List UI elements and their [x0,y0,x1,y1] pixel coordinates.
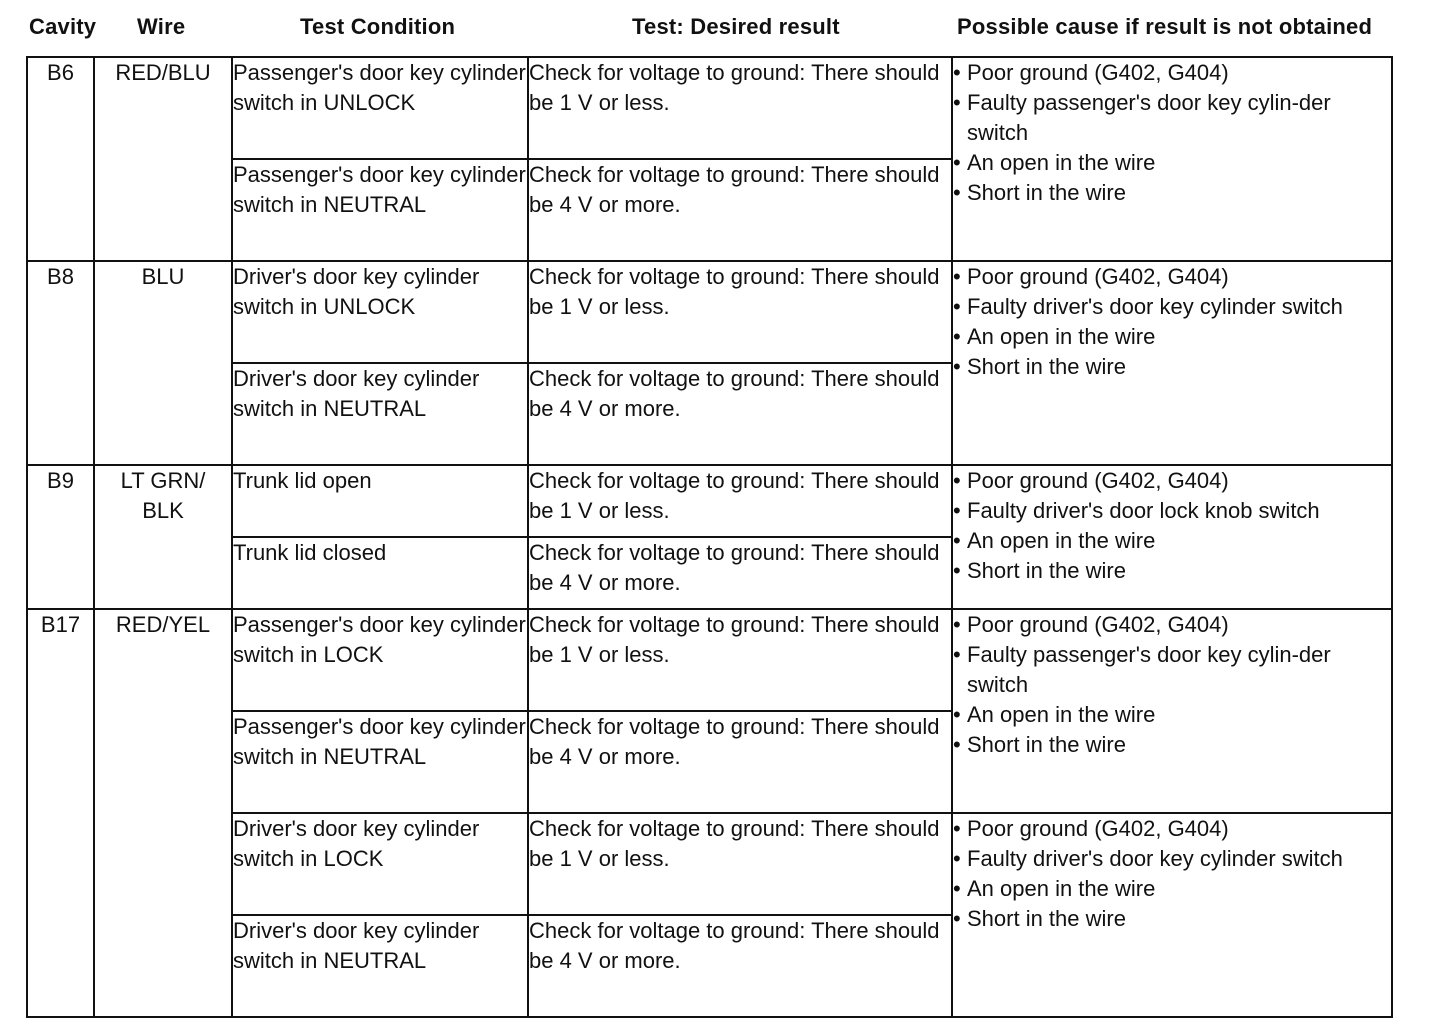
list-item: • Poor ground (G402, G404) [953,466,1391,496]
desired-result-cell: Check for voltage to ground: There should be 1 V or less. [528,261,952,363]
header-possible-cause: Possible cause if result is not obtained [957,14,1373,39]
wire-cell: BLU [94,261,232,465]
possible-cause-cell [952,57,1392,261]
list-item: • Short in the wire [953,352,1391,382]
list-item: • Poor ground (G402, G404) [953,262,1391,292]
desired-result-cell: Check for voltage to ground: There should be 1 V or less. [528,465,952,537]
header-desired-result: Test: Desired result [632,14,840,39]
test-table [26,56,1393,1018]
cavity-cell: B9 [27,465,94,609]
list-item: • An open in the wire [953,526,1391,556]
list-item: • An open in the wire [953,322,1391,352]
test-condition-cell: Passenger's door key cylinder switch in NEUTRAL [232,159,528,261]
wire-cell: RED/BLU [94,57,232,261]
desired-result-cell: Check for voltage to ground: There should be 4 V or more. [528,363,952,465]
cause-list [953,466,1391,586]
table-row [27,57,1392,159]
header-cavity: Cavity [29,14,97,39]
desired-result-cell: Check for voltage to ground: There should be 1 V or less. [528,609,952,711]
cause-list [953,610,1391,760]
test-condition-cell: Driver's door key cylinder switch in NEUTRAL [232,363,528,465]
test-condition-cell: Passenger's door key cylinder switch in UNLOCK [232,57,528,159]
possible-cause-cell [952,813,1392,1017]
list-item: • An open in the wire [953,874,1391,904]
desired-result-cell: Check for voltage to ground: There should be 4 V or more. [528,159,952,261]
list-item: • Faulty passenger's door key cylin-der switch [953,640,1391,700]
possible-cause-cell [952,465,1392,609]
list-item: • Short in the wire [953,730,1391,760]
cavity-cell: B8 [27,261,94,465]
test-condition-cell: Passenger's door key cylinder switch in LOCK [232,609,528,711]
header-test-condition: Test Condition [300,14,456,39]
test-condition-cell: Trunk lid open [232,465,528,537]
wire-cell: LT GRN/ BLK [94,465,232,609]
desired-result-cell: Check for voltage to ground: There should be 4 V or more. [528,711,952,813]
desired-result-cell: Check for voltage to ground: There should be 1 V or less. [528,57,952,159]
cause-list [953,262,1391,382]
list-item: • Poor ground (G402, G404) [953,610,1391,640]
list-item: • Faulty driver's door lock knob switch [953,496,1391,526]
desired-result-cell: Check for voltage to ground: There should be 4 V or more. [528,537,952,609]
wire-cell: RED/YEL [94,609,232,1017]
desired-result-cell: Check for voltage to ground: There should be 4 V or more. [528,915,952,1017]
test-condition-cell: Driver's door key cylinder switch in UNLOCK [232,261,528,363]
list-item: • Short in the wire [953,556,1391,586]
cause-list [953,814,1391,934]
possible-cause-cell [952,261,1392,465]
list-item: • Poor ground (G402, G404) [953,814,1391,844]
list-item: • Short in the wire [953,904,1391,934]
desired-result-cell: Check for voltage to ground: There should be 1 V or less. [528,813,952,915]
list-item: • Faulty driver's door key cylinder switch [953,844,1391,874]
header-wire: Wire [137,14,186,39]
list-item: • Faulty driver's door key cylinder switch [953,292,1391,322]
list-item: • An open in the wire [953,148,1391,178]
table-row [27,465,1392,537]
cavity-cell: B17 [27,609,94,1017]
list-item: • Short in the wire [953,178,1391,208]
cavity-cell: B6 [27,57,94,261]
table-row [27,609,1392,711]
list-item: • An open in the wire [953,700,1391,730]
test-condition-cell: Trunk lid closed [232,537,528,609]
test-condition-cell: Passenger's door key cylinder switch in NEUTRAL [232,711,528,813]
test-condition-cell: Driver's door key cylinder switch in LOCK [232,813,528,915]
list-item: • Faulty passenger's door key cylin-der switch [953,88,1391,148]
test-condition-cell: Driver's door key cylinder switch in NEUTRAL [232,915,528,1017]
table-row [27,261,1392,363]
table-row [27,813,1392,915]
cause-list [953,58,1391,208]
list-item: • Poor ground (G402, G404) [953,58,1391,88]
possible-cause-cell [952,609,1392,813]
